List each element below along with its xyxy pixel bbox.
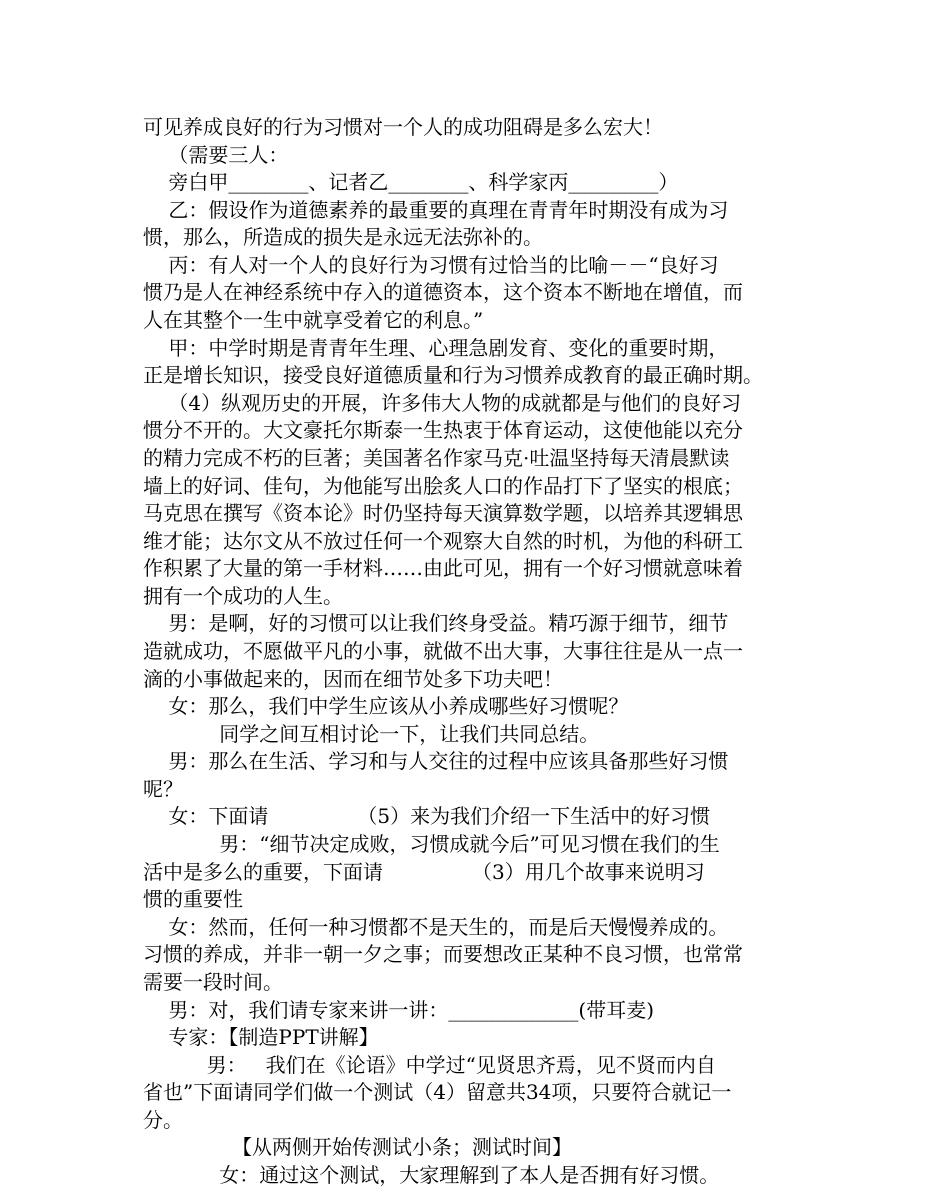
- text-line: 男：“细节决定成败，习惯成就今后”可见习惯在我们的生: [143, 832, 720, 856]
- text-line: 男：是啊，好的习惯可以让我们终身受益。精巧源于细节，细节: [143, 611, 729, 635]
- text-line: 丙：有人对一个人的良好行为习惯有过恰当的比喻－－“良好习: [143, 253, 719, 277]
- text-line: 女：然而，任何一种习惯都不是天生的，而是后天慢慢养成的。: [143, 915, 729, 939]
- text-line: 人在其整个一生中就享受着它的利息。”: [143, 308, 484, 332]
- text-line: 女：下面请 （5）来为我们介绍一下生活中的好习惯: [143, 804, 711, 828]
- text-line: 惯乃是人在神经系统中存入的道德资本，这个资本不断地在增值，而: [143, 280, 743, 304]
- text-line: 需要一段时间。: [143, 970, 283, 994]
- text-line: 女：那么，我们中学生应该从小养成哪些好习惯呢？: [143, 694, 629, 718]
- text-line: 正是增长知识，接受良好道德质量和行为习惯养成教育的最正确时期。: [143, 363, 763, 387]
- text-line: 乙：假设作为道德素养的最重要的真理在青青年时期没有成为习: [143, 198, 729, 222]
- text-line: （需要三人：: [143, 143, 289, 167]
- text-line: 女：通过这个测试，大家理解到了本人是否拥有好习惯。: [143, 1163, 720, 1187]
- text-line: 的精力完成不朽的巨著；美国著名作家马克·吐温坚持每天清晨默读: [143, 446, 730, 470]
- text-line: 造就成功，不愿做平凡的小事，就做不出大事，大事往往是从一点一: [143, 639, 743, 663]
- text-line: 分。: [143, 1108, 183, 1132]
- text-line: 活中是多么的重要，下面请 （3）用几个故事来说明习: [143, 860, 705, 884]
- text-line: 【从两侧开始传测试小条；测试时间】: [143, 1135, 573, 1159]
- text-line: 呢？: [143, 777, 183, 801]
- text-line: 惯分不开的。大文豪托尔斯泰一生热衷于体育运动，这使他能以充分: [143, 418, 743, 442]
- text-line: 作积累了大量的第一手材料……由此可见，拥有一个好习惯就意味着: [143, 556, 743, 580]
- text-line: 习惯的养成，并非一朝一夕之事；而要想改正某种不良习惯，也常常: [143, 942, 743, 966]
- text-line: 省也”下面请同学们做一个测试（4）留意共34项，只要符合就记一: [143, 1080, 732, 1104]
- text-line: 旁白甲________、记者乙________、科学家丙_________）: [143, 170, 679, 194]
- text-line: 同学之间互相讨论一下，让我们共同总结。: [143, 722, 600, 746]
- text-line: 男：对，我们请专家来讲一讲：_____________(带耳麦): [143, 998, 655, 1022]
- text-line: 男： 我们在《论语》中学过“见贤思齐焉，见不贤而内自: [143, 1053, 716, 1077]
- text-line: 专家：【制造PPT讲解】: [143, 1025, 379, 1049]
- text-line: 马克思在撰写《资本论》时仍坚持每天演算数学题，以培养其逻辑思: [143, 501, 743, 525]
- text-line: 男：那么在生活、学习和与人交往的过程中应该具备那些好习惯: [143, 749, 729, 773]
- text-line: 甲：中学时期是青青年生理、心理急剧发育、变化的重要时期，: [143, 336, 729, 360]
- text-line: 维才能；达尔文从不放过任何一个观察大自然的时机，为他的科研工: [143, 529, 743, 553]
- text-line: 惯，那么，所造成的损失是永远无法弥补的。: [143, 225, 543, 249]
- text-line: 墙上的好词、佳句，为他能写出脍炙人口的作品打下了坚实的根底；: [143, 474, 743, 498]
- text-line: （4）纵观历史的开展，许多伟大人物的成就都是与他们的良好习: [143, 391, 742, 415]
- text-line: 可见养成良好的行为习惯对一个人的成功阻碍是多么宏大！: [143, 115, 663, 139]
- text-line: 滴的小事做起来的，因而在细节处多下功夫吧！: [143, 667, 563, 691]
- text-line: 惯的重要性: [143, 887, 243, 911]
- text-line: 拥有一个成功的人生。: [143, 584, 343, 608]
